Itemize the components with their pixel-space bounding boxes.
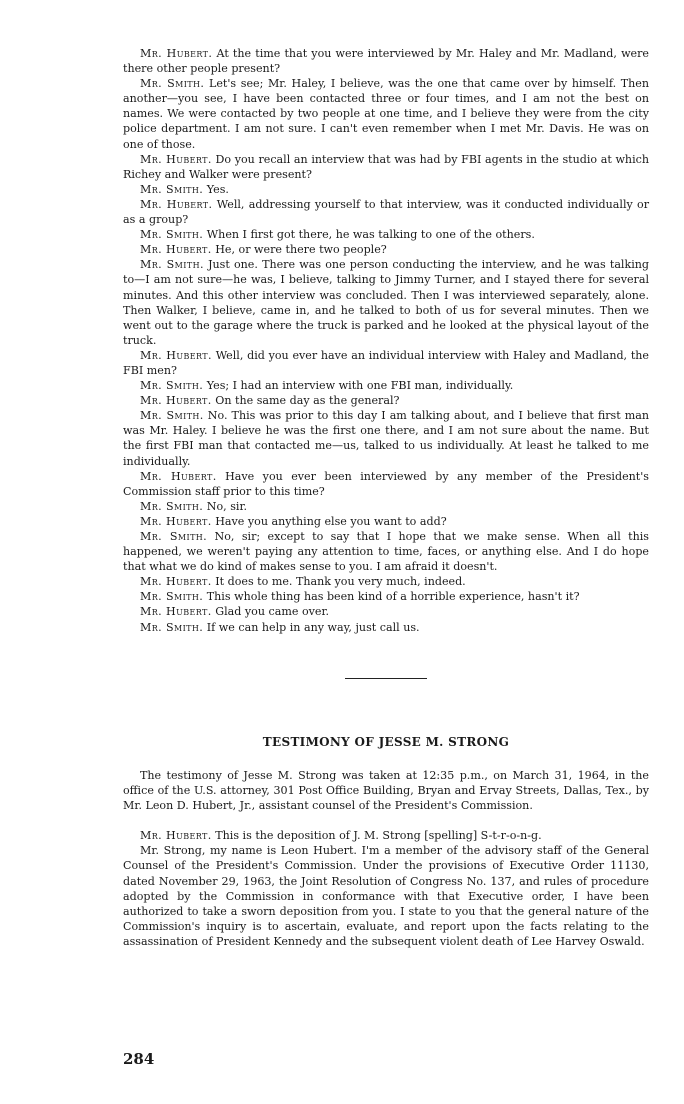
dialogue-paragraph xyxy=(123,604,649,619)
speech-text: Just one. There was one person conducting the interview, and he was talking to—I am not sure—he was, I believe, talking to Jimmy Turner, and I stayed there for several minutes. And this other interview was concluded. Then I was interviewed separately, alone. Then Walker, I believe, came in, and he talked to both of us for several minutes. Then we went out to the garage where the truck is parked and he looked at the physical layout of the truck. xyxy=(123,258,649,347)
section-heading: TESTIMONY OF JESSE M. STRONG xyxy=(262,735,510,749)
dialogue-paragraph xyxy=(123,514,649,529)
dialogue-paragraph xyxy=(123,393,649,408)
speech-text: Have you anything else you want to add? xyxy=(215,514,447,528)
speech-text: He, or were there two people? xyxy=(215,243,387,257)
dialogue-paragraph xyxy=(123,152,649,182)
speech-text: When I first got there, he was talking to one of the others. xyxy=(206,228,535,242)
dialogue-paragraph xyxy=(123,574,649,589)
speech-text: Do you recall an interview that was had by FBI agents in the studio at which Richey and Walker were present? xyxy=(123,152,649,181)
speech-text: It does to me. Thank you very much, indeed. xyxy=(215,575,466,589)
lower-transcript xyxy=(123,768,649,949)
dialogue-paragraph xyxy=(123,408,649,468)
dialogue-paragraph xyxy=(123,242,649,257)
intro-paragraph: The testimony of Jesse M. Strong was taken at 12:35 p.m., on March 31, 1964, in the office of the U.S. attorney, 301 Post Office Building, Bryan and Ervay Streets, Dallas, Tex., by Mr. Leon D. Hubert, Jr., assistant counsel of the President's Commission. xyxy=(123,769,649,813)
upper-transcript xyxy=(123,46,649,635)
speech-text: If we can help in any way, just call us. xyxy=(206,620,420,634)
speaker-name: Mr. Smith. xyxy=(140,228,204,242)
lower-dialogue xyxy=(123,828,649,949)
speech-text: Well, did you ever have an individual interview with Haley and Madland, the FBI men? xyxy=(123,348,649,377)
speech-text: On the same day as the general? xyxy=(215,394,400,408)
speaker-name: Mr. Smith. xyxy=(140,409,204,423)
speaker-name: Mr. Smith. xyxy=(140,499,204,513)
dialogue-paragraph xyxy=(123,828,649,843)
speaker-name: Mr. Hubert. xyxy=(140,514,212,528)
speaker-name: Mr. Smith. xyxy=(140,590,204,604)
dialogue-paragraph xyxy=(123,46,649,76)
dialogue-paragraph xyxy=(123,469,649,499)
speaker-name: Mr. Smith. xyxy=(140,620,204,634)
speaker-name: Mr. Smith. xyxy=(140,258,204,272)
dialogue-paragraph xyxy=(123,257,649,348)
speaker-name: Mr. Hubert. xyxy=(140,197,213,211)
speaker-name: Mr. Hubert. xyxy=(140,348,212,362)
dialogue-paragraph xyxy=(123,529,649,574)
dialogue-paragraph xyxy=(123,620,649,635)
speech-text: No, sir. xyxy=(206,499,248,513)
speaker-name: Mr. Hubert. xyxy=(140,829,212,843)
speaker-name: Mr. Hubert. xyxy=(140,152,212,166)
speech-text: Glad you came over. xyxy=(215,605,330,619)
speaker-name: Mr. Hubert. xyxy=(140,394,212,408)
speaker-name: Mr. Hubert. xyxy=(140,605,212,619)
speaker-name: Mr. Hubert. xyxy=(140,575,212,589)
page-number: 284 xyxy=(123,1050,155,1068)
speech-text: Yes. xyxy=(206,182,229,196)
speech-text: Well, addressing yourself to that interview, was it conducted individually or as a group? xyxy=(123,197,650,227)
speech-text: This whole thing has been kind of a horrible experience, hasn't it? xyxy=(206,590,580,604)
speaker-name: Mr. Smith. xyxy=(140,530,208,543)
speech-text: No, sir; except to say that I hope that we make sense. When all this happened, we weren't paying any attention to time, faces, or anything else. And I do hope that what we do kind of makes sense to you. I am afraid it doesn't. xyxy=(123,530,650,574)
dialogue-paragraph xyxy=(123,378,649,393)
dialogue-paragraph xyxy=(123,499,649,514)
speech-text: At the time that you were interviewed by Mr. Haley and Mr. Madland, were there other people present? xyxy=(123,47,649,76)
speech-text: Let's see; Mr. Haley, I believe, was the one that came over by himself. Then another—you see, I have been contacted three or four times, and I am not the best on names. We were contacted by two people at one time, and I believe they were from the city police department. I am not sure. I can't even remember when I met Mr. Davis. He was on one of those. xyxy=(123,77,649,151)
dialogue-paragraph xyxy=(123,227,649,242)
section-divider xyxy=(345,678,427,679)
dialogue-paragraph xyxy=(123,197,649,227)
speech-text: Have you ever been interviewed by any member of the President's Commission staff prior to this time? xyxy=(123,469,649,498)
speaker-name: Mr. Hubert. xyxy=(140,243,212,257)
speech-text: Mr. Strong, my name is Leon Hubert. I'm a member of the advisory staff of the General Counsel of the President's Commission. Under the provisions of Executive Order 11130, dated November 29, 1963, the Joint Resolution of Congress No. 137, and rules of procedure adopted by the Commission in conformance with that Executive order, I have been authorized to take a sworn deposition from you. I state to you that the general nature of the Commission's inquiry is to ascertain, evaluate, and report upon the facts relating to the assassination of President Kennedy and the subsequent violent death of Lee Harvey Oswald. xyxy=(123,844,649,948)
speaker-name: Mr. Smith. xyxy=(140,77,205,91)
dialogue-paragraph xyxy=(123,76,649,151)
speech-text: No. This was prior to this day I am talking about, and I believe that first man was Mr. Haley. I believe he was the first one there, and I am not sure about the name. But the first FBI man that contacted me—us, talked to us individually. At least he talked to me individually. xyxy=(123,409,650,468)
dialogue-paragraph xyxy=(123,589,649,604)
dialogue-paragraph xyxy=(123,182,649,197)
speech-text: Yes; I had an interview with one FBI man, individually. xyxy=(206,379,514,393)
speaker-name: Mr. Hubert. xyxy=(140,47,213,60)
speaker-name: Mr. Smith. xyxy=(140,379,204,393)
speaker-name: Mr. Smith. xyxy=(140,182,204,196)
dialogue-paragraph xyxy=(123,843,649,949)
speaker-name: Mr. Hubert. xyxy=(140,469,217,483)
dialogue-paragraph xyxy=(123,348,649,378)
speech-text: This is the deposition of J. M. Strong [spelling] S-t-r-o-n-g. xyxy=(215,829,542,843)
